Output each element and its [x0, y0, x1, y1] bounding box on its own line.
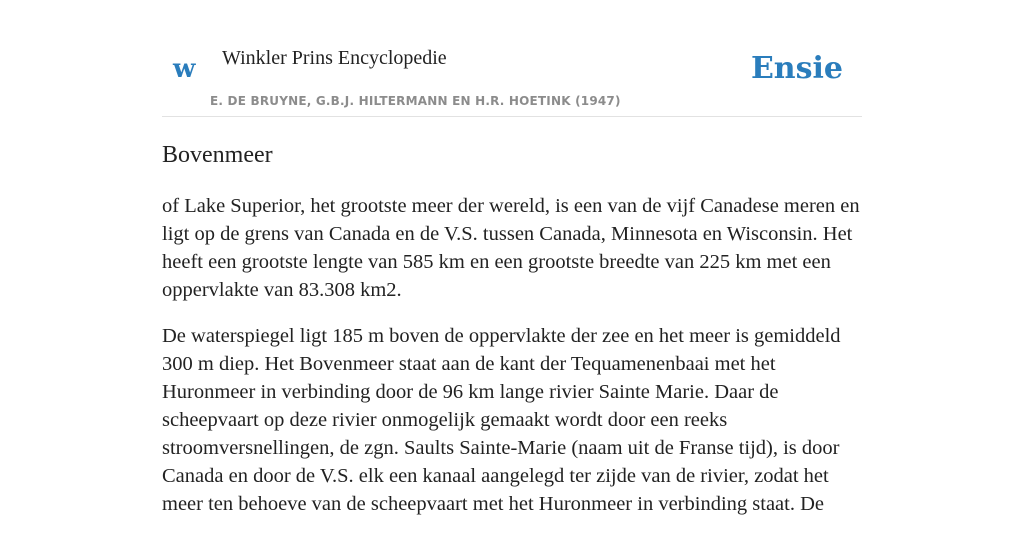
article-paragraph: of Lake Superior, het grootste meer der wereld, is een van de vijf Canadese meren en ligt op de grens van Canada en de V.S. tussen Canada, Minnesota en Wisconsin. Het heeft een grootste lengte van 585 km en een grootste breedte van 225 km met een oppervlakte van 83.308 km2.	[162, 195, 860, 301]
ensie-brand-logo[interactable]: Ensie	[750, 51, 843, 86]
wp-logo-icon[interactable]: w	[173, 54, 196, 84]
site-title[interactable]: Winkler Prins Encyclopedie	[222, 47, 447, 69]
site-header	[162, 0, 862, 117]
page	[162, 0, 862, 515]
article-title: Bovenmeer	[162, 142, 273, 168]
site-authors: E. DE BRUYNE, G.B.J. HILTERMANN EN H.R. HOETINK (1947)	[210, 94, 621, 108]
article-body	[162, 192, 862, 536]
article-paragraph: De waterspiegel ligt 185 m boven de oppervlakte der zee en het meer is gemiddeld 300 m diep. Het Bovenmeer staat aan de kant der Tequamenenbaai met het Huronmeer in verbinding door de 96 km lange rivier Sainte Marie. Daar de scheepvaart op deze rivier onmogelijk gemaakt wordt door een reeks stroomversnellingen, de zgn. Saults Sainte-Marie (naam uit de Franse tijd), is door Canada en door de V.S. elk een kanaal aangelegd ter zijde van de rivier, zodat het meer ten behoeve van de scheepvaart met het Huronmeer in verbinding staat. De	[162, 325, 841, 515]
